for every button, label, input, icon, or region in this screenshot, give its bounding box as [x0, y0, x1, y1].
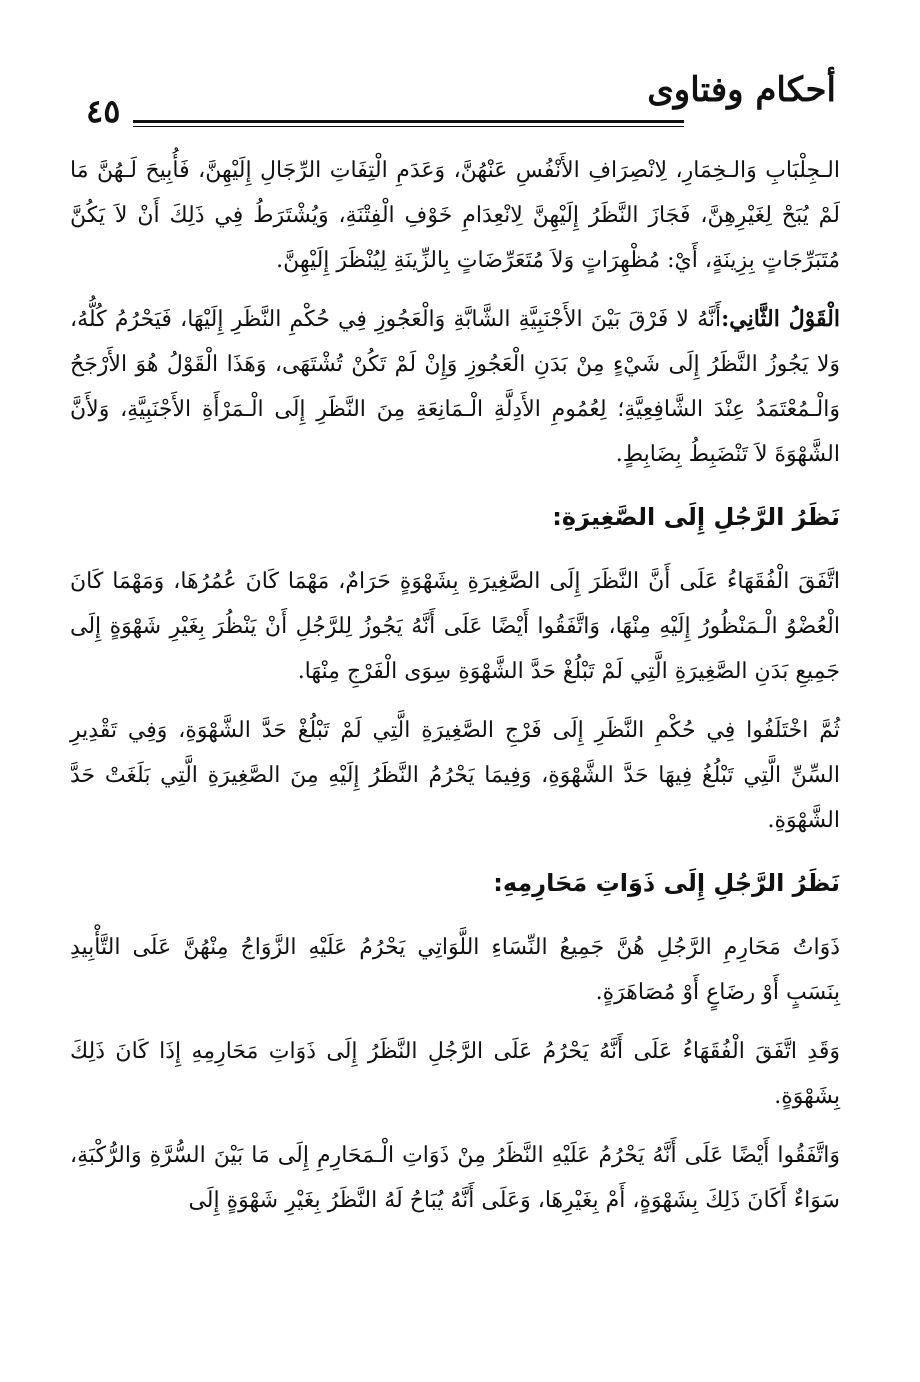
paragraph-4: ثُمَّ اخْتَلَفُوا فِي حُكْمِ النَّظَرِ إِلَى فَرْجِ الصَّغِيرَةِ الَّتِي لَمْ تَبْلُغْ حَدَّ الشَّهْوَةِ، وَفِي تَقْدِيرِ السِّنِّ الَّتِي تَبْلُغُ فِيهَا حَدَّ الشَّهْوَةِ، وَفِيمَا يَحْرُمُ النَّظَرُ إِلَيْهِ مِنَ الصَّغِيرَةِ الَّتِي بَلَغَتْ حَدَّ الشَّهْوَةِ.: [70, 718, 840, 833]
section-heading-1: نَظَرُ الرَّجُلِ إِلَى الصَّغِيرَةِ:: [552, 503, 840, 531]
section-heading-2: نَظَرُ الرَّجُلِ إِلَى ذَوَاتِ مَحَارِمِهِ:: [493, 869, 840, 897]
paragraph-3: اتَّفَقَ الْفُقَهَاءُ عَلَى أَنَّ النَّظَرَ إِلَى الصَّغِيرَةِ بِشَهْوَةٍ حَرَامٌ، مَهْمَا كَانَ عُمُرُهَا، وَمَهْمَا كَانَ الْعُضْوُ الْـمَنْظُورُ إِلَيْهِ مِنْهَا، وَاتَّفَقُوا أَيْضًا عَلَى أَنَّهُ يَجُوزُ لِلرَّجُلِ أَنْ يَنْظُرَ بِغَيْرِ شَهْوَةٍ إِلَى جَمِيعِ بَدَنِ الصَّغِيرَةِ الَّتِي لَمْ تَبْلُغْ حَدَّ الشَّهْوَةِ سِوَى الْفَرْجِ مِنْهَا.: [70, 569, 840, 684]
book-title: أحكام وفتاوى: [647, 70, 836, 110]
paragraph-5: ذَوَاتُ مَحَارِمِ الرَّجُلِ هُنَّ جَمِيعُ النِّسَاءِ اللَّوَاتِي يَحْرُمُ عَلَيْهِ الزَّوَاجُ مِنْهُنَّ عَلَى التَّأْبِيدِ بِنَسَبٍ أَوْ رضَاعٍ أَوْ مُصَاهَرَةٍ.: [70, 935, 840, 1005]
paragraph-2: [70, 297, 840, 477]
header-rule-thin: [133, 126, 684, 127]
page-body: [70, 148, 840, 1237]
paragraph-2-lead: الْقَوْلُ الثَّانِي:: [721, 306, 840, 332]
paragraph-1: الـجِلْبَابِ وَالـخِمَارِ، لِانْصِرَافِ الأَنْفُسِ عَنْهُنَّ، وَعَدَمِ الْتِفَاتِ الرِّجَالِ إِلَيْهِنَّ، فَأُبِيحَ لَـهُنَّ مَا لَمْ يُبَحْ لِغَيْرِهِنَّ، فَجَازَ النَّظَرُ إِلَيْهِنَّ لِانْعِدَامِ خَوْفِ الْفِتْنَةِ، وَيُشْتَرَطُ فِي ذَلِكَ أَنْ لاَ يَكُنَّ مُتَبَرِّجَاتٍ بِزِينَةٍ، أَيْ: مُظْهِرَاتٍ وَلاَ مُتَعَرِّضَاتٍ بِالزِّينَةِ لِيُنْظَرَ إِلَيْهِنَّ.: [70, 158, 840, 273]
paragraph-7: وَاتَّفَقُوا أَيْضًا عَلَى أَنَّهُ يَحْرُمُ عَلَيْهِ النَّظَرُ مِنْ ذَوَاتِ الْـمَحَارِمِ إِلَى مَا بَيْنَ السُّرَّةِ وَالرُّكْبَةِ، سَوَاءٌ أَكَانَ ذَلِكَ بِشَهْوَةٍ، أَمْ بِغَيْرِهَا، وَعَلَى أَنَّهُ يُبَاحُ لَهُ النَّظَرُ بِغَيْرِ شَهْوَةٍ إِلَى: [70, 1143, 840, 1213]
paragraph-2-body: أَنَّهُ لا فَرْقَ بَيْنَ الأَجْنَبِيَّةِ الشَّابَّةِ وَالْعَجُوزِ فِي حُكْمِ النَّظَرِ إِلَيْهَا، فَيَحْرُمُ كُلُّهُ، وَلا يَجُوزُ النَّظَرُ إِلَى شَيْءٍ مِنْ بَدَنِ الْعَجُوزِ وَإِنْ لَمْ تَكُنْ تُشْتَهَى، وَهَذَا الْقَوْلُ هُوَ الأَرْجَحُ وَالْـمُعْتَمَدُ عِنْدَ الشَّافِعِيَّةِ؛ لِعُمُومِ الأَدِلَّةِ الْـمَانِعَةِ مِنَ النَّظَرِ إِلَى الْـمَرْأَةِ الأَجْنَبِيَّةِ، وَلأَنَّ الشَّهْوَةَ لاَ تَنْضَبِطُ بِضَابِطٍ.: [70, 307, 840, 467]
page-header: [0, 0, 920, 140]
paragraph-6: وَقَدِ اتَّفَقَ الْفُقَهَاءُ عَلَى أَنَّهُ يَحْرُمُ عَلَى الرَّجُلِ النَّظَرُ إِلَى ذَوَاتِ مَحَارِمِهِ إِذَا كَانَ ذَلِكَ بِشَهْوَةٍ.: [70, 1039, 840, 1109]
page-number: ٤٥: [86, 92, 121, 130]
header-rule: [133, 120, 684, 123]
